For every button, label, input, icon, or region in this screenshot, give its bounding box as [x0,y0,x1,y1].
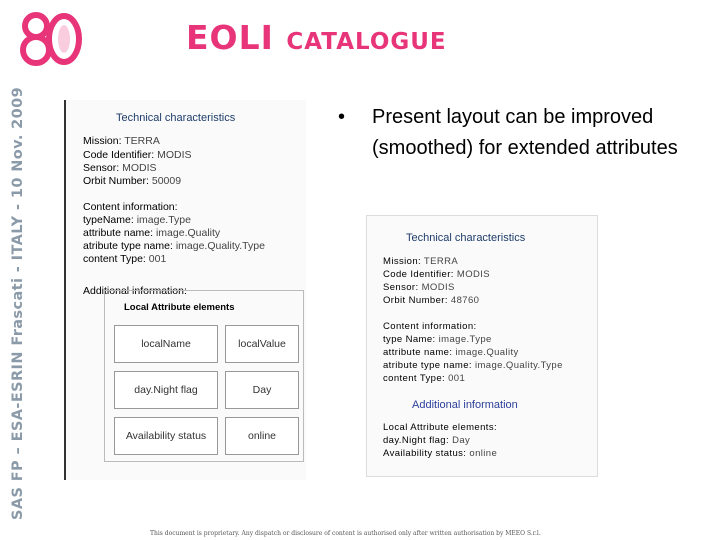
availability-row: Availability status: online [383,448,498,459]
local-attribute-table [104,290,304,462]
local-attribute-label: Local Attribute elements: [383,422,498,433]
bullet-symbol: • [338,106,346,128]
code-row: Code Identifier: MODIS [383,269,491,280]
table-cell: localValue [225,325,299,363]
table-cell: Day [225,371,299,409]
daynight-row: day.Night flag: Day [383,435,471,446]
table-cell: Availability status [114,417,218,455]
attrname-row: attribute name: image.Quality [83,227,221,239]
sensor-row: Sensor: MODIS [83,162,157,174]
local-attribute-heading: Local Attribute elements [124,302,235,313]
contenttype-row: content Type: 001 [383,373,466,384]
table-cell: online [225,417,299,455]
table-cell: day.Night flag [114,371,218,409]
mission-row: Mission: TERRA [383,256,459,267]
orbit-row: Orbit Number: 50009 [83,175,182,187]
table-cell: localName [114,325,218,363]
attrname-row: attribute name: image.Quality [383,347,519,358]
page-title: EOLI catalogue [186,18,447,57]
orbit-row: Orbit Number: 48760 [383,295,480,306]
right-panel-technical [366,215,598,477]
bullet-text: Present layout can be improved (smoothed) for extended attributes [372,106,678,159]
typename-row: typeName: image.Type [83,214,191,226]
side-caption: SAS FP – ESA-ESRIN Frascati - ITALY - 10 Nov. 2009 [10,86,26,520]
content-info-label: Content information: [83,201,178,213]
contenttype-row: content Type: 001 [83,253,167,265]
additional-info-label: Additional information: [83,285,187,297]
right-panel-title: Technical characteristics [406,232,526,244]
mission-row: Mission: TERRA [83,135,160,147]
attrtype-row: atribute type name: image.Quality.Type [383,360,563,371]
attrtype-row: atribute type name: image.Quality.Type [83,240,265,252]
footer-disclaimer: This document is proprietary. Any dispatch or disclosure of content is authorised only after written authorisation by MEEO S.r.l. [150,530,541,537]
content-info-label: Content information: [383,321,477,332]
typename-row: type Name: image.Type [383,334,492,345]
additional-info-title: Additional information [412,399,518,411]
left-panel-title: Technical characteristics [116,112,236,124]
left-panel-technical [64,100,306,480]
sensor-row: Sensor: MODIS [383,282,455,293]
code-row: Code Identifier: MODIS [83,149,192,161]
